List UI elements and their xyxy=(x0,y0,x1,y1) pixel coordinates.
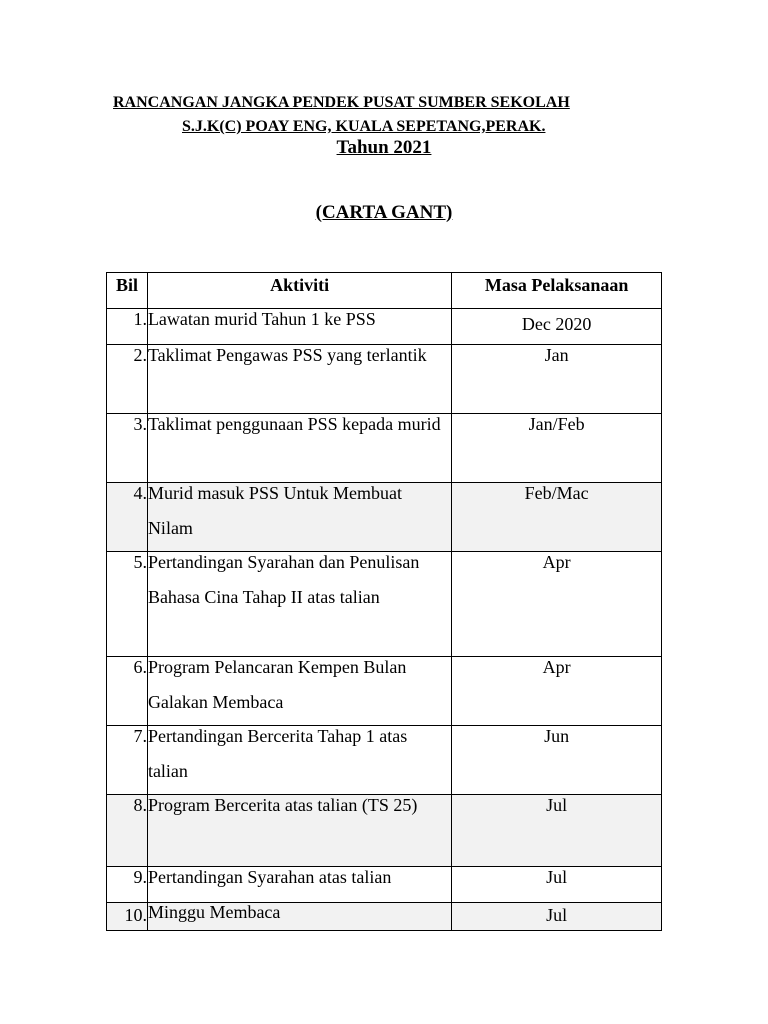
table-row xyxy=(107,726,662,795)
activity-text: Pertandingan Syarahan dan Penulisan Bahasa Cina Tahap II atas talian xyxy=(147,552,420,607)
row-number: 2. xyxy=(107,345,148,414)
table-row xyxy=(107,657,662,726)
period-cell: Jul xyxy=(452,795,662,867)
period-cell: Apr xyxy=(452,552,662,657)
activity-cell xyxy=(147,552,451,657)
activity-cell xyxy=(147,726,451,795)
period-cell: Apr xyxy=(452,657,662,726)
column-header-aktiviti: Aktiviti xyxy=(147,273,451,309)
period-cell: Dec 2020 xyxy=(452,309,662,345)
column-header-bil: Bil xyxy=(107,273,148,309)
row-number: 3. xyxy=(107,414,148,483)
row-number: 4. xyxy=(107,483,148,552)
activity-text: Program Pelancaran Kempen Bulan Galakan Membaca xyxy=(147,657,407,712)
period-cell: Jan xyxy=(452,345,662,414)
row-number: 6. xyxy=(107,657,148,726)
activity-cell xyxy=(147,483,451,552)
activity-text: Minggu Membaca xyxy=(147,902,281,922)
period-cell: Jul xyxy=(452,903,662,931)
activity-cell xyxy=(147,903,451,931)
activity-text: Program Bercerita atas talian (TS 25) xyxy=(147,795,418,815)
row-number: 9. xyxy=(107,867,148,903)
table-row xyxy=(107,903,662,931)
table-row xyxy=(107,795,662,867)
row-number: 10. xyxy=(107,903,148,931)
school-name: S.J.K(C) POAY ENG, KUALA SEPETANG,PERAK. xyxy=(182,118,546,135)
period-cell: Jan/Feb xyxy=(452,414,662,483)
activity-cell xyxy=(147,795,451,867)
table-row xyxy=(107,414,662,483)
activity-cell xyxy=(147,414,451,483)
row-number: 5. xyxy=(107,552,148,657)
activity-table xyxy=(106,272,662,931)
period-cell: Jul xyxy=(452,867,662,903)
activity-text: Lawatan murid Tahun 1 ke PSS xyxy=(147,309,376,329)
activity-text: Pertandingan Syarahan atas talian xyxy=(147,867,392,887)
table-row xyxy=(107,483,662,552)
activity-cell xyxy=(147,657,451,726)
period-cell: Jun xyxy=(452,726,662,795)
document-title: RANCANGAN JANGKA PENDEK PUSAT SUMBER SEKOLAH xyxy=(113,94,570,111)
row-number: 1. xyxy=(107,309,148,345)
activity-cell xyxy=(147,345,451,414)
row-number: 7. xyxy=(107,726,148,795)
activity-text: Pertandingan Bercerita Tahap 1 atas talian xyxy=(147,726,408,781)
row-number: 8. xyxy=(107,795,148,867)
year-heading: Tahun 2021 xyxy=(336,137,432,158)
activity-text: Taklimat penggunaan PSS kepada murid xyxy=(147,414,441,434)
table-row xyxy=(107,552,662,657)
chart-subtitle: (CARTA GANT) xyxy=(315,202,453,223)
activity-text: Taklimat Pengawas PSS yang terlantik xyxy=(147,345,427,365)
activity-text: Murid masuk PSS Untuk Membuat Nilam xyxy=(147,483,402,538)
column-header-masa: Masa Pelaksanaan xyxy=(452,273,662,309)
period-cell: Feb/Mac xyxy=(452,483,662,552)
table-row xyxy=(107,345,662,414)
